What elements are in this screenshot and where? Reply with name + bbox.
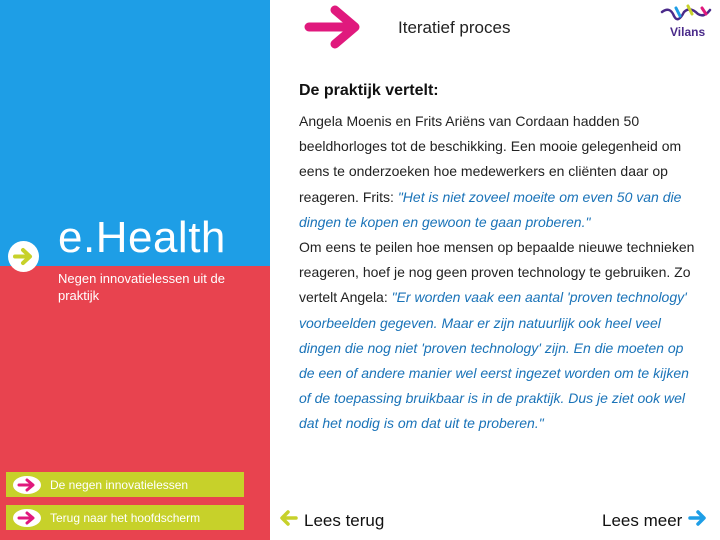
next-button-label: Lees meer — [602, 510, 683, 530]
home-button-label: Terug naar het hoofdscherm — [50, 510, 201, 525]
quote-1: "Het is niet zoveel moeite om even 50 van die dingen te kopen en gewoon te gaan proberen." — [299, 188, 682, 230]
lessons-button-label: De negen innovatielessen — [50, 477, 189, 492]
hero-subtitle: Negen innovatielessen uit de praktijk — [58, 271, 225, 303]
section-heading: De praktijk vertelt: — [299, 82, 439, 99]
home-button[interactable] — [6, 505, 244, 530]
red-panel — [0, 266, 270, 540]
lessons-button[interactable] — [6, 472, 244, 497]
next-button[interactable] — [602, 508, 708, 533]
paragraph-1 — [299, 109, 699, 235]
vilans-logo — [658, 4, 716, 40]
paragraph-1-text: Angela Moenis en Frits Ariëns van Cordaan hadden 50 beeldhorloges tot de beschikking. Een mooie gelegenheid om eens te onderzoeken hoe medewerkers en cliënten daar op reageren. Frits: — [299, 113, 682, 205]
back-button-label: Lees terug — [304, 510, 385, 530]
back-button[interactable] — [278, 508, 384, 533]
arrow-right-icon — [686, 508, 708, 533]
page-title: Iteratief proces — [398, 18, 511, 37]
arrow-right-icon — [303, 4, 367, 55]
paragraph-2-text: Om eens te peilen hoe mensen op bepaalde nieuwe technieken reageren, hoef je nog geen proven technology te gebruiken. Zo vertelt Angela: — [299, 239, 695, 306]
quote-2: "Er worden vaak een aantal 'proven technology' voorbeelden gegeven. Maar er zijn natuurlijk ook heel veel dingen die nog niet 'proven technology' zijn. En die moeten op de een of andere manier wel eerst ingezet worden om te kijken of de toepassing bruikbaar is in de praktijk. Dus je ziet ook wel dat het nodig is om dat uit te proberen." — [299, 289, 689, 432]
article-body — [299, 109, 699, 437]
arrow-right-circle-icon — [8, 241, 39, 272]
arrow-right-circle-icon — [12, 475, 42, 495]
paragraph-2 — [299, 235, 699, 437]
arrow-right-circle-icon — [12, 508, 42, 528]
hero-title: e.Health — [58, 213, 226, 262]
vilans-logo-text: Vilans — [670, 25, 706, 39]
arrow-left-icon — [278, 508, 300, 533]
